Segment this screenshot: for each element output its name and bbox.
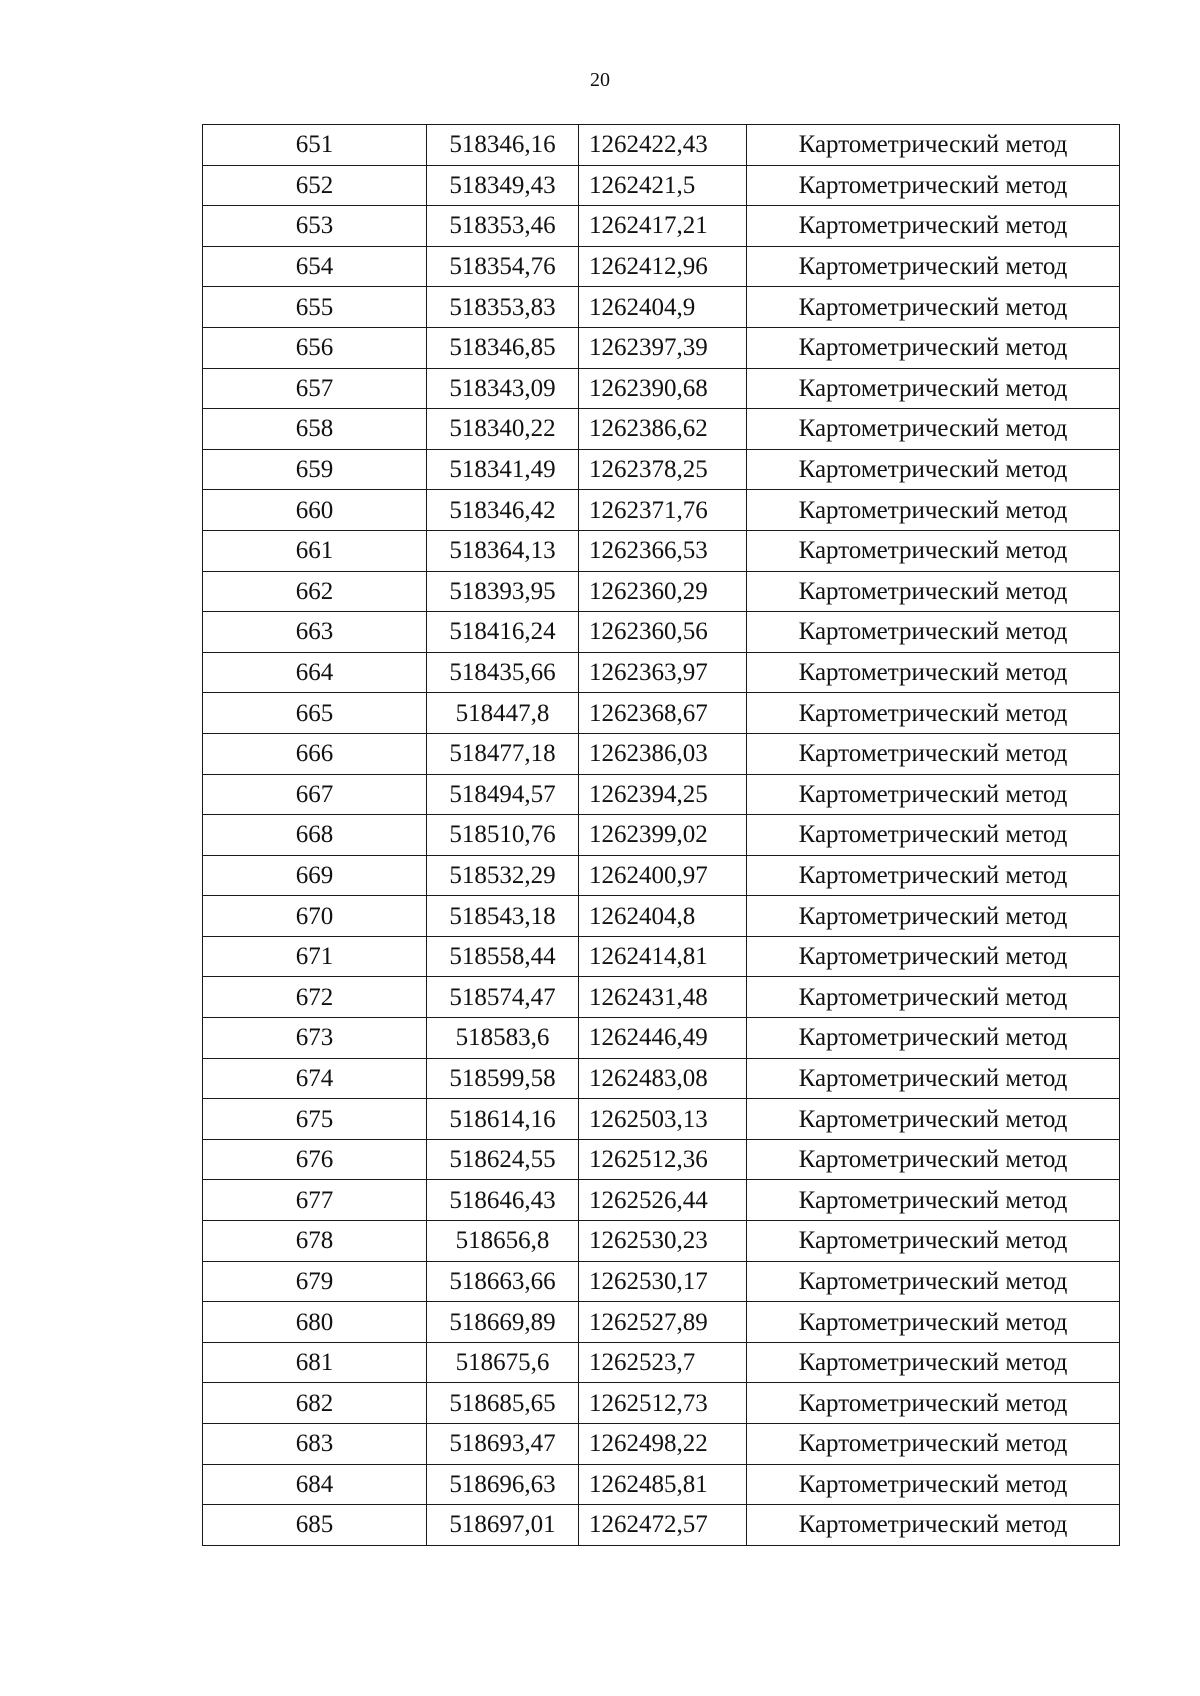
y-coordinate-cell: 1262483,08 <box>579 1058 747 1099</box>
point-number-cell: 656 <box>203 327 427 368</box>
point-number-cell: 668 <box>203 815 427 856</box>
x-coordinate-cell: 518353,46 <box>427 206 579 247</box>
x-coordinate-cell: 518614,16 <box>427 1099 579 1140</box>
x-coordinate-cell: 518697,01 <box>427 1505 579 1546</box>
method-cell: Картометрический метод <box>747 327 1120 368</box>
method-cell: Картометрический метод <box>747 855 1120 896</box>
method-cell: Картометрический метод <box>747 125 1120 166</box>
x-coordinate-cell: 518532,29 <box>427 855 579 896</box>
table-row <box>203 246 1120 287</box>
y-coordinate-cell: 1262472,57 <box>579 1505 747 1546</box>
point-number-cell: 663 <box>203 612 427 653</box>
point-number-cell: 658 <box>203 409 427 450</box>
y-coordinate-cell: 1262446,49 <box>579 1018 747 1059</box>
y-coordinate-cell: 1262412,96 <box>579 246 747 287</box>
x-coordinate-cell: 518599,58 <box>427 1058 579 1099</box>
y-coordinate-cell: 1262394,25 <box>579 774 747 815</box>
table-row <box>203 1424 1120 1465</box>
point-number-cell: 682 <box>203 1383 427 1424</box>
y-coordinate-cell: 1262397,39 <box>579 327 747 368</box>
method-cell: Картометрический метод <box>747 1383 1120 1424</box>
x-coordinate-cell: 518364,13 <box>427 530 579 571</box>
table-row <box>203 530 1120 571</box>
method-cell: Картометрический метод <box>747 206 1120 247</box>
method-cell: Картометрический метод <box>747 530 1120 571</box>
point-number-cell: 651 <box>203 125 427 166</box>
method-cell: Картометрический метод <box>747 1139 1120 1180</box>
table-row <box>203 368 1120 409</box>
table-row <box>203 449 1120 490</box>
x-coordinate-cell: 518393,95 <box>427 571 579 612</box>
method-cell: Картометрический метод <box>747 246 1120 287</box>
table-row <box>203 612 1120 653</box>
method-cell: Картометрический метод <box>747 693 1120 734</box>
point-number-cell: 683 <box>203 1424 427 1465</box>
table-row <box>203 815 1120 856</box>
x-coordinate-cell: 518656,8 <box>427 1221 579 1262</box>
y-coordinate-cell: 1262363,97 <box>579 652 747 693</box>
method-cell: Картометрический метод <box>747 612 1120 653</box>
y-coordinate-cell: 1262404,8 <box>579 896 747 937</box>
x-coordinate-cell: 518543,18 <box>427 896 579 937</box>
y-coordinate-cell: 1262512,73 <box>579 1383 747 1424</box>
point-number-cell: 652 <box>203 165 427 206</box>
x-coordinate-cell: 518346,85 <box>427 327 579 368</box>
page-number: 20 <box>590 69 610 91</box>
method-cell: Картометрический метод <box>747 1180 1120 1221</box>
point-number-cell: 679 <box>203 1261 427 1302</box>
table-row <box>203 287 1120 328</box>
method-cell: Картометрический метод <box>747 368 1120 409</box>
table-row <box>203 977 1120 1018</box>
table-row <box>203 1342 1120 1383</box>
y-coordinate-cell: 1262512,36 <box>579 1139 747 1180</box>
point-number-cell: 674 <box>203 1058 427 1099</box>
table-row <box>203 1505 1120 1546</box>
x-coordinate-cell: 518624,55 <box>427 1139 579 1180</box>
point-number-cell: 670 <box>203 896 427 937</box>
point-number-cell: 684 <box>203 1464 427 1505</box>
x-coordinate-cell: 518346,42 <box>427 490 579 531</box>
table-row <box>203 1221 1120 1262</box>
x-coordinate-cell: 518558,44 <box>427 936 579 977</box>
table-row <box>203 1261 1120 1302</box>
table-body <box>203 125 1120 1546</box>
table-row <box>203 490 1120 531</box>
y-coordinate-cell: 1262417,21 <box>579 206 747 247</box>
x-coordinate-cell: 518675,6 <box>427 1342 579 1383</box>
x-coordinate-cell: 518349,43 <box>427 165 579 206</box>
x-coordinate-cell: 518646,43 <box>427 1180 579 1221</box>
method-cell: Картометрический метод <box>747 1505 1120 1546</box>
method-cell: Картометрический метод <box>747 1261 1120 1302</box>
table-row <box>203 206 1120 247</box>
table-row <box>203 327 1120 368</box>
point-number-cell: 667 <box>203 774 427 815</box>
table-row <box>203 409 1120 450</box>
y-coordinate-cell: 1262530,23 <box>579 1221 747 1262</box>
x-coordinate-cell: 518340,22 <box>427 409 579 450</box>
method-cell: Картометрический метод <box>747 571 1120 612</box>
method-cell: Картометрический метод <box>747 1302 1120 1343</box>
y-coordinate-cell: 1262360,56 <box>579 612 747 653</box>
table-row <box>203 125 1120 166</box>
table-row <box>203 855 1120 896</box>
x-coordinate-cell: 518346,16 <box>427 125 579 166</box>
x-coordinate-cell: 518669,89 <box>427 1302 579 1343</box>
y-coordinate-cell: 1262371,76 <box>579 490 747 531</box>
method-cell: Картометрический метод <box>747 165 1120 206</box>
method-cell: Картометрический метод <box>747 287 1120 328</box>
table-row <box>203 1058 1120 1099</box>
table-row <box>203 165 1120 206</box>
point-number-cell: 662 <box>203 571 427 612</box>
table-row <box>203 1018 1120 1059</box>
point-number-cell: 659 <box>203 449 427 490</box>
method-cell: Картометрический метод <box>747 1058 1120 1099</box>
point-number-cell: 660 <box>203 490 427 531</box>
table-row <box>203 1180 1120 1221</box>
y-coordinate-cell: 1262404,9 <box>579 287 747 328</box>
x-coordinate-cell: 518693,47 <box>427 1424 579 1465</box>
point-number-cell: 653 <box>203 206 427 247</box>
method-cell: Картометрический метод <box>747 774 1120 815</box>
x-coordinate-cell: 518583,6 <box>427 1018 579 1059</box>
point-number-cell: 666 <box>203 733 427 774</box>
y-coordinate-cell: 1262431,48 <box>579 977 747 1018</box>
y-coordinate-cell: 1262530,17 <box>579 1261 747 1302</box>
method-cell: Картометрический метод <box>747 1018 1120 1059</box>
y-coordinate-cell: 1262421,5 <box>579 165 747 206</box>
method-cell: Картометрический метод <box>747 815 1120 856</box>
point-number-cell: 676 <box>203 1139 427 1180</box>
y-coordinate-cell: 1262422,43 <box>579 125 747 166</box>
method-cell: Картометрический метод <box>747 1424 1120 1465</box>
point-number-cell: 673 <box>203 1018 427 1059</box>
coordinates-table <box>202 124 1120 1546</box>
point-number-cell: 654 <box>203 246 427 287</box>
method-cell: Картометрический метод <box>747 449 1120 490</box>
point-number-cell: 661 <box>203 530 427 571</box>
y-coordinate-cell: 1262485,81 <box>579 1464 747 1505</box>
y-coordinate-cell: 1262368,67 <box>579 693 747 734</box>
point-number-cell: 669 <box>203 855 427 896</box>
method-cell: Картометрический метод <box>747 409 1120 450</box>
method-cell: Картометрический метод <box>747 896 1120 937</box>
x-coordinate-cell: 518574,47 <box>427 977 579 1018</box>
table-row <box>203 733 1120 774</box>
y-coordinate-cell: 1262503,13 <box>579 1099 747 1140</box>
method-cell: Картометрический метод <box>747 977 1120 1018</box>
y-coordinate-cell: 1262386,62 <box>579 409 747 450</box>
x-coordinate-cell: 518435,66 <box>427 652 579 693</box>
x-coordinate-cell: 518494,57 <box>427 774 579 815</box>
table-row <box>203 571 1120 612</box>
point-number-cell: 681 <box>203 1342 427 1383</box>
method-cell: Картометрический метод <box>747 936 1120 977</box>
y-coordinate-cell: 1262400,97 <box>579 855 747 896</box>
x-coordinate-cell: 518696,63 <box>427 1464 579 1505</box>
x-coordinate-cell: 518447,8 <box>427 693 579 734</box>
method-cell: Картометрический метод <box>747 1342 1120 1383</box>
x-coordinate-cell: 518341,49 <box>427 449 579 490</box>
method-cell: Картометрический метод <box>747 1099 1120 1140</box>
table-row <box>203 896 1120 937</box>
table-row <box>203 693 1120 734</box>
x-coordinate-cell: 518685,65 <box>427 1383 579 1424</box>
x-coordinate-cell: 518663,66 <box>427 1261 579 1302</box>
table-row <box>203 774 1120 815</box>
point-number-cell: 671 <box>203 936 427 977</box>
point-number-cell: 665 <box>203 693 427 734</box>
method-cell: Картометрический метод <box>747 652 1120 693</box>
y-coordinate-cell: 1262378,25 <box>579 449 747 490</box>
table-row <box>203 1099 1120 1140</box>
y-coordinate-cell: 1262390,68 <box>579 368 747 409</box>
table-row <box>203 1139 1120 1180</box>
x-coordinate-cell: 518353,83 <box>427 287 579 328</box>
y-coordinate-cell: 1262360,29 <box>579 571 747 612</box>
table-row <box>203 936 1120 977</box>
point-number-cell: 655 <box>203 287 427 328</box>
method-cell: Картометрический метод <box>747 1464 1120 1505</box>
method-cell: Картометрический метод <box>747 733 1120 774</box>
y-coordinate-cell: 1262366,53 <box>579 530 747 571</box>
y-coordinate-cell: 1262386,03 <box>579 733 747 774</box>
point-number-cell: 657 <box>203 368 427 409</box>
x-coordinate-cell: 518510,76 <box>427 815 579 856</box>
point-number-cell: 678 <box>203 1221 427 1262</box>
y-coordinate-cell: 1262523,7 <box>579 1342 747 1383</box>
table-row <box>203 652 1120 693</box>
method-cell: Картометрический метод <box>747 1221 1120 1262</box>
x-coordinate-cell: 518477,18 <box>427 733 579 774</box>
y-coordinate-cell: 1262399,02 <box>579 815 747 856</box>
point-number-cell: 677 <box>203 1180 427 1221</box>
table-row <box>203 1383 1120 1424</box>
x-coordinate-cell: 518343,09 <box>427 368 579 409</box>
x-coordinate-cell: 518416,24 <box>427 612 579 653</box>
point-number-cell: 680 <box>203 1302 427 1343</box>
point-number-cell: 672 <box>203 977 427 1018</box>
y-coordinate-cell: 1262526,44 <box>579 1180 747 1221</box>
y-coordinate-cell: 1262414,81 <box>579 936 747 977</box>
method-cell: Картометрический метод <box>747 490 1120 531</box>
point-number-cell: 664 <box>203 652 427 693</box>
table-row <box>203 1302 1120 1343</box>
x-coordinate-cell: 518354,76 <box>427 246 579 287</box>
y-coordinate-cell: 1262527,89 <box>579 1302 747 1343</box>
y-coordinate-cell: 1262498,22 <box>579 1424 747 1465</box>
point-number-cell: 685 <box>203 1505 427 1546</box>
point-number-cell: 675 <box>203 1099 427 1140</box>
table-row <box>203 1464 1120 1505</box>
